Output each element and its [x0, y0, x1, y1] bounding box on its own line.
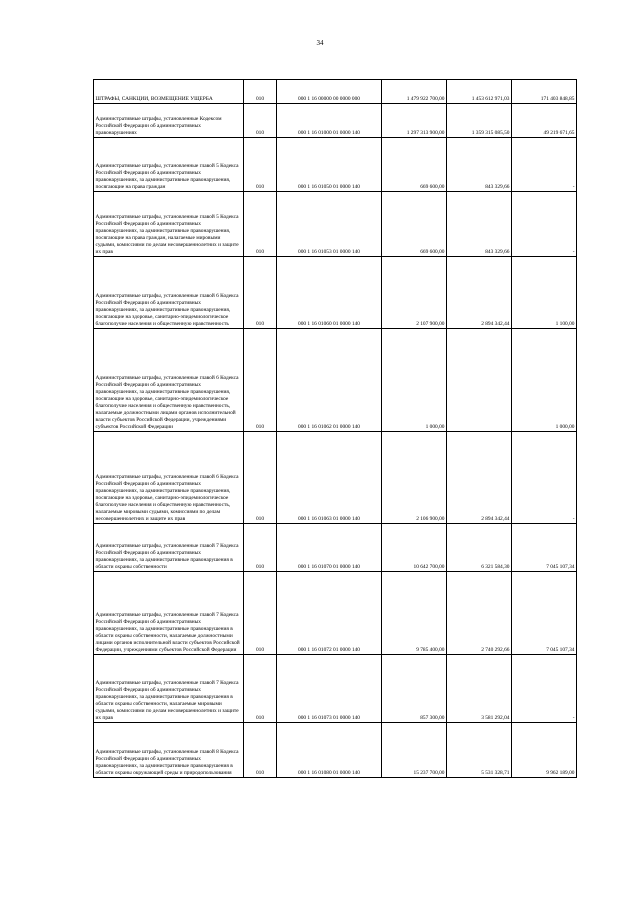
row-kbk: 000 1 16 01080 01 0000 140	[277, 723, 382, 778]
row-name: Административные штрафы, установленные Кодексом Российской Федерации об административных правонарушениях	[94, 104, 244, 138]
table-row	[94, 80, 577, 104]
row-name: Административные штрафы, установленные главой 6 Кодекса Российской Федерации об административных правонарушениях, за административные правонарушения, посягающие на здоровье, санитарно-эпидемиологическое благополучие населения и общественную нравственность, налагаемые должностными лицами органов исполнительной власти субъектов Российской Федерации, учреждениями субъектов Российской Федерации	[94, 329, 244, 432]
row-name: Административные штрафы, установленные главой 7 Кодекса Российской Федерации об административных правонарушениях, за административные правонарушения в области охраны собственности, налагаемые должностными лицами органов исполнительной власти субъектов Российской Федерации, учреждениями субъектов Российской Федерации	[94, 572, 244, 655]
row-name: Административные штрафы, установленные главой 5 Кодекса Российской Федерации об административных правонарушениях, за административные правонарушения, посягающие на права граждан	[94, 138, 244, 192]
row-code: 010	[244, 723, 277, 778]
report-body	[94, 80, 577, 778]
row-approved: 2 106 900,00	[382, 432, 447, 524]
row-code: 010	[244, 524, 277, 572]
row-executed: 843 329,66	[447, 192, 512, 257]
row-approved: 669 600,00	[382, 192, 447, 257]
table-row	[94, 572, 577, 655]
row-executed: 2 894 342,44	[447, 257, 512, 329]
row-kbk: 000 1 16 01053 01 0000 140	[277, 192, 382, 257]
row-approved: 15 237 700,00	[382, 723, 447, 778]
row-code: 010	[244, 432, 277, 524]
table-row	[94, 329, 577, 432]
row-kbk: 000 1 16 01072 01 0000 140	[277, 572, 382, 655]
row-name: Административные штрафы, установленные главой 6 Кодекса Российской Федерации об административных правонарушениях, за административные правонарушения, посягающие на здоровье, санитарно-эпидемиологическое благополучие населения и общественную нравственность, налагаемые мировыми судьями, комиссиями по делам несовершеннолетних и защите их прав	[94, 432, 244, 524]
row-code: 010	[244, 655, 277, 723]
row-code: 010	[244, 329, 277, 432]
row-name: Административные штрафы, установленные главой 5 Кодекса Российской Федерации об административных правонарушениях, за административные правонарушения, посягающие на права граждан, налагаемые мировыми судьями, комиссиями по делам несовершеннолетних и защите их прав	[94, 192, 244, 257]
row-name: ШТРАФЫ, САНКЦИИ, ВОЗМЕЩЕНИЕ УЩЕРБА	[94, 80, 244, 104]
row-code: 010	[244, 572, 277, 655]
row-kbk: 000 1 16 01000 01 0000 140	[277, 104, 382, 138]
row-kbk: 000 1 16 00000 00 0000 000	[277, 80, 382, 104]
row-kbk: 000 1 16 01073 01 0000 140	[277, 655, 382, 723]
row-name: Административные штрафы, установленные главой 7 Кодекса Российской Федерации об административных правонарушениях, за административные правонарушения в области охраны собственности	[94, 524, 244, 572]
row-executed: 2 894 342,44	[447, 432, 512, 524]
row-kbk: 000 1 16 01063 01 0000 140	[277, 432, 382, 524]
revenue-report-table	[93, 79, 577, 778]
row-name: Административные штрафы, установленные главой 8 Кодекса Российской Федерации об административных правонарушениях, за административные правонарушения в области охраны окружающей среды и природопользования	[94, 723, 244, 778]
row-approved: 9 785 400,00	[382, 572, 447, 655]
row-executed	[447, 329, 512, 432]
row-unexecuted: -	[512, 655, 577, 723]
row-approved: 669 600,00	[382, 138, 447, 192]
row-kbk: 000 1 16 01060 01 0000 140	[277, 257, 382, 329]
table-row	[94, 138, 577, 192]
row-executed: 843 329,66	[447, 138, 512, 192]
table-row	[94, 257, 577, 329]
row-code: 010	[244, 104, 277, 138]
row-unexecuted: 9 962 189,00	[512, 723, 577, 778]
row-unexecuted: 7 045 107,34	[512, 524, 577, 572]
row-code: 010	[244, 192, 277, 257]
row-approved: 2 107 900,00	[382, 257, 447, 329]
row-executed: 1 453 612 971,03	[447, 80, 512, 104]
row-unexecuted: -	[512, 138, 577, 192]
row-unexecuted: -	[512, 192, 577, 257]
row-approved: 1 000,00	[382, 329, 447, 432]
row-code: 010	[244, 138, 277, 192]
table-row	[94, 655, 577, 723]
row-executed: 1 359 315 085,50	[447, 104, 512, 138]
row-unexecuted: 7 045 107,34	[512, 572, 577, 655]
row-unexecuted: -	[512, 432, 577, 524]
row-kbk: 000 1 16 01050 01 0000 140	[277, 138, 382, 192]
row-approved: 10 642 700,00	[382, 524, 447, 572]
row-name: Административные штрафы, установленные главой 6 Кодекса Российской Федерации об административных правонарушениях, за административные правонарушения, посягающие на здоровье, санитарно-эпидемиологическое благополучие населения и общественную нравственность	[94, 257, 244, 329]
row-executed: 6 321 584,30	[447, 524, 512, 572]
row-name: Административные штрафы, установленные главой 7 Кодекса Российской Федерации об административных правонарушениях, за административные правонарушения в области охраны собственности, налагаемые мировыми судьями, комиссиями по делам несовершеннолетних и защите их прав	[94, 655, 244, 723]
row-approved: 857 300,00	[382, 655, 447, 723]
table-row	[94, 192, 577, 257]
row-unexecuted: 171 403 848,85	[512, 80, 577, 104]
table-row	[94, 104, 577, 138]
row-unexecuted: 1 100,00	[512, 257, 577, 329]
row-executed: 5 531 328,71	[447, 723, 512, 778]
row-code: 010	[244, 257, 277, 329]
row-executed: 3 581 292,04	[447, 655, 512, 723]
row-code: 010	[244, 80, 277, 104]
row-kbk: 000 1 16 01062 01 0000 140	[277, 329, 382, 432]
row-executed: 2 740 292,66	[447, 572, 512, 655]
page-number: 34	[316, 39, 324, 47]
table-row	[94, 432, 577, 524]
row-approved: 1 297 313 900,00	[382, 104, 447, 138]
row-kbk: 000 1 16 01070 01 0000 140	[277, 524, 382, 572]
row-unexecuted: 1 000,00	[512, 329, 577, 432]
row-unexecuted: 49 219 671,65	[512, 104, 577, 138]
row-approved: 1 479 922 700,00	[382, 80, 447, 104]
table-row	[94, 723, 577, 778]
table-row	[94, 524, 577, 572]
